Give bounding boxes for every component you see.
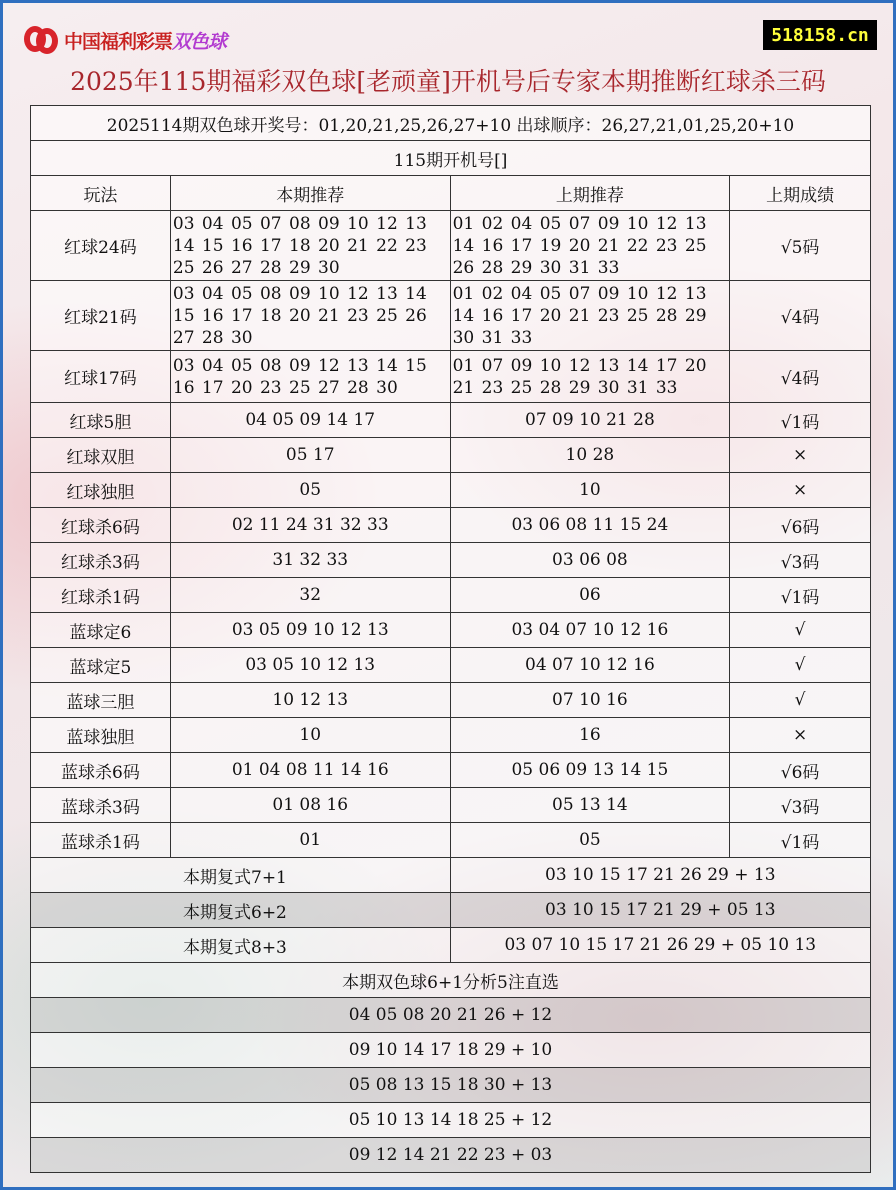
previous-pick: 05 13 14 <box>450 788 730 823</box>
previous-pick: 03 04 07 10 12 16 <box>450 613 730 648</box>
play-type: 蓝球独胆 <box>31 718 171 753</box>
previous-pick: 16 <box>450 718 730 753</box>
play-type: 红球杀3码 <box>31 543 171 578</box>
previous-pick: 04 07 10 12 16 <box>450 648 730 683</box>
compound-numbers: 03 07 10 15 17 21 26 29 + 05 10 13 <box>450 928 870 963</box>
previous-result: √5码 <box>730 211 871 281</box>
compound-row <box>31 893 871 928</box>
table-row <box>31 508 871 543</box>
previous-result: × <box>730 473 871 508</box>
lottery-logo <box>20 22 226 58</box>
previous-result: √6码 <box>730 508 871 543</box>
current-pick: 31 32 33 <box>170 543 450 578</box>
pick-row <box>31 1033 871 1068</box>
previous-pick: 07 09 10 21 28 <box>450 403 730 438</box>
current-pick: 02 11 24 31 32 33 <box>170 508 450 543</box>
current-pick: 03 04 05 08 09 10 12 13 14 15 16 17 18 20 21 23 25 26 27 28 30 <box>170 281 450 351</box>
current-pick: 03 05 09 10 12 13 <box>170 613 450 648</box>
previous-result: × <box>730 718 871 753</box>
pick-row <box>31 1103 871 1138</box>
previous-pick: 01 02 04 05 07 09 10 12 13 14 16 17 20 21 23 25 28 29 30 31 33 <box>450 281 730 351</box>
previous-result: √ <box>730 648 871 683</box>
pick-row <box>31 1138 871 1173</box>
current-pick: 10 12 13 <box>170 683 450 718</box>
previous-result: √1码 <box>730 823 871 858</box>
previous-pick: 05 06 09 13 14 15 <box>450 753 730 788</box>
table-row <box>31 788 871 823</box>
previous-pick: 07 10 16 <box>450 683 730 718</box>
pick-numbers: 05 08 13 15 18 30 + 13 <box>31 1068 871 1103</box>
table-row <box>31 211 871 281</box>
previous-result: √ <box>730 613 871 648</box>
table-row <box>31 543 871 578</box>
pick-row <box>31 998 871 1033</box>
table-row <box>31 648 871 683</box>
pick-row <box>31 1068 871 1103</box>
header-cell: 上期推荐 <box>450 176 730 211</box>
play-type: 红球5胆 <box>31 403 171 438</box>
previous-result: × <box>730 438 871 473</box>
header-cell: 上期成绩 <box>730 176 871 211</box>
table-row <box>31 613 871 648</box>
previous-result: √1码 <box>730 403 871 438</box>
previous-result: √1码 <box>730 578 871 613</box>
previous-pick: 10 28 <box>450 438 730 473</box>
pick-numbers: 09 10 14 17 18 29 + 10 <box>31 1033 871 1068</box>
play-type: 蓝球杀3码 <box>31 788 171 823</box>
current-pick: 01 <box>170 823 450 858</box>
play-type: 红球17码 <box>31 351 171 403</box>
current-pick: 10 <box>170 718 450 753</box>
play-type: 红球双胆 <box>31 438 171 473</box>
pick-numbers: 04 05 08 20 21 26 + 12 <box>31 998 871 1033</box>
pick-numbers: 09 12 14 21 22 23 + 03 <box>31 1138 871 1173</box>
machine-numbers: 115期开机号[] <box>31 141 871 176</box>
table-row <box>31 683 871 718</box>
compound-label: 本期复式6+2 <box>31 893 451 928</box>
table-row <box>31 351 871 403</box>
picks-title: 本期双色球6+1分析5注直选 <box>31 963 871 998</box>
previous-pick: 05 <box>450 823 730 858</box>
play-type: 红球21码 <box>31 281 171 351</box>
table-row <box>31 473 871 508</box>
current-pick: 01 04 08 11 14 16 <box>170 753 450 788</box>
play-type: 红球杀1码 <box>31 578 171 613</box>
previous-result: √3码 <box>730 543 871 578</box>
compound-row <box>31 928 871 963</box>
previous-pick: 03 06 08 <box>450 543 730 578</box>
previous-result: √4码 <box>730 281 871 351</box>
header-cell: 本期推荐 <box>170 176 450 211</box>
play-type: 蓝球杀6码 <box>31 753 171 788</box>
site-badge[interactable]: 518158.cn <box>763 20 877 50</box>
previous-pick: 10 <box>450 473 730 508</box>
play-type: 红球24码 <box>31 211 171 281</box>
logo-text: 中国福利彩票双色球 <box>64 30 227 53</box>
current-pick: 05 17 <box>170 438 450 473</box>
current-pick: 04 05 09 14 17 <box>170 403 450 438</box>
table-row <box>31 578 871 613</box>
play-type: 蓝球定6 <box>31 613 171 648</box>
play-type: 蓝球定5 <box>31 648 171 683</box>
pick-numbers: 05 10 13 14 18 25 + 12 <box>31 1103 871 1138</box>
table-row <box>31 753 871 788</box>
table-row <box>31 438 871 473</box>
current-pick: 03 04 05 08 09 12 13 14 15 16 17 20 23 25 27 28 30 <box>170 351 450 403</box>
play-type: 红球杀6码 <box>31 508 171 543</box>
compound-label: 本期复式7+1 <box>31 858 451 893</box>
compound-row <box>31 858 871 893</box>
previous-result: √ <box>730 683 871 718</box>
previous-pick: 03 06 08 11 15 24 <box>450 508 730 543</box>
previous-pick: 01 02 04 05 07 09 10 12 13 14 16 17 19 20 21 22 23 25 26 28 29 30 31 33 <box>450 211 730 281</box>
table-row <box>31 281 871 351</box>
page-title: 2025年115期福彩双色球[老顽童]开机号后专家本期推断红球杀三码 <box>70 67 826 96</box>
table-row <box>31 718 871 753</box>
logo-icon <box>20 22 60 58</box>
current-pick: 05 <box>170 473 450 508</box>
previous-pick: 01 07 09 10 12 13 14 17 20 21 23 25 28 29 30 31 33 <box>450 351 730 403</box>
current-pick: 03 04 05 07 08 09 10 12 13 14 15 16 17 18 20 21 22 23 25 26 27 28 29 30 <box>170 211 450 281</box>
table-row <box>31 403 871 438</box>
current-pick: 01 08 16 <box>170 788 450 823</box>
previous-pick: 06 <box>450 578 730 613</box>
previous-result: √4码 <box>730 351 871 403</box>
compound-label: 本期复式8+3 <box>31 928 451 963</box>
compound-numbers: 03 10 15 17 21 26 29 + 13 <box>450 858 870 893</box>
play-type: 蓝球杀1码 <box>31 823 171 858</box>
previous-result: √3码 <box>730 788 871 823</box>
current-pick: 32 <box>170 578 450 613</box>
compound-numbers: 03 10 15 17 21 29 + 05 13 <box>450 893 870 928</box>
prediction-table <box>30 105 871 1173</box>
current-pick: 03 05 10 12 13 <box>170 648 450 683</box>
header-row <box>31 176 871 211</box>
table-row <box>31 823 871 858</box>
play-type: 红球独胆 <box>31 473 171 508</box>
previous-result: √6码 <box>730 753 871 788</box>
header-cell: 玩法 <box>31 176 171 211</box>
play-type: 蓝球三胆 <box>31 683 171 718</box>
draw-info: 2025114期双色球开奖号：01,20,21,25,26,27+10 出球顺序：26,27,21,01,25,20+10 <box>31 106 871 141</box>
